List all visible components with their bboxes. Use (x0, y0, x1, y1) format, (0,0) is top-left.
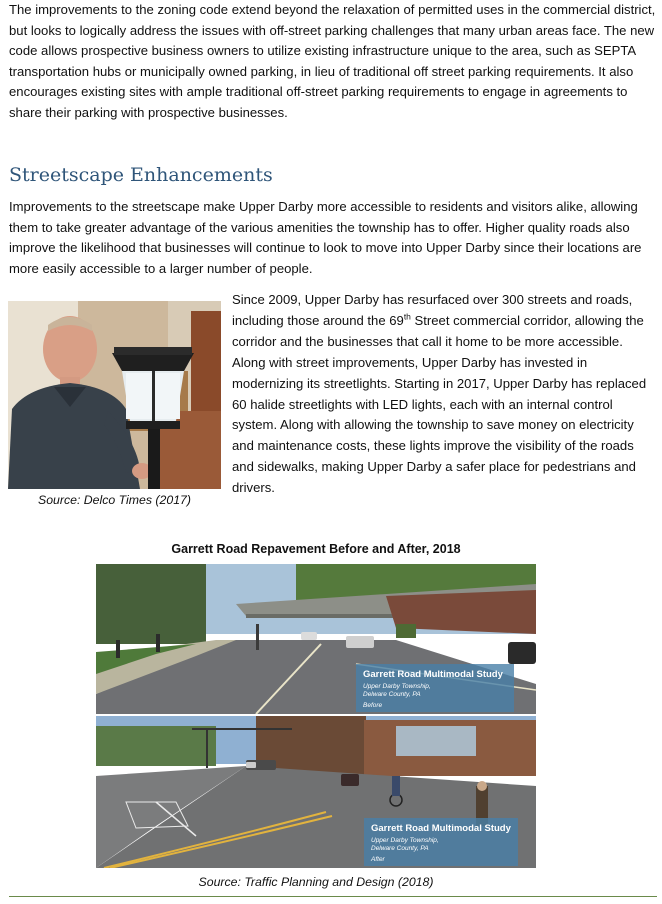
before-overlay-subtitle-1: Upper Darby Township, (363, 683, 431, 690)
before-overlay-title: Garrett Road Multimodal Study (363, 669, 503, 680)
after-road-photo (96, 716, 536, 868)
section-heading: Streetscape Enhancements (9, 164, 273, 186)
streetlight-portrait-photo (8, 301, 221, 489)
before-road-photo (96, 564, 536, 714)
after-overlay-tag: After (371, 856, 385, 863)
streetlight-paragraph (232, 290, 656, 499)
side-text-part-1: Since 2009, Upper Darby has resurfaced over 300 streets and roads, including those around the 69 (232, 292, 633, 328)
after-overlay-subtitle-1: Upper Darby Township, (371, 837, 439, 844)
side-text-part-2: Street commercial corridor, allowing the corridor and the businesses that call it home to be more accessible. Along with street improvements, Upper Darby has invested in modernizing its streetlights. Starting in 2017, Upper Darby has replaced 60 halide streetlights with LED lights, each with an internal control system. Along with allowing the township to save money on electricity and maintenance costs, these lights improve the visibility of the roads and sidewalks, making Upper Darby a safer place for pedestrians and drivers. (232, 312, 647, 496)
portrait-caption: Source: Delco Times (2017) (38, 493, 191, 507)
after-overlay-title: Garrett Road Multimodal Study (371, 823, 511, 834)
before-caption-overlay (356, 664, 514, 712)
before-overlay-tag: Before (363, 702, 383, 709)
after-overlay-subtitle-2: Delware County, PA (371, 845, 429, 852)
after-caption-overlay (364, 818, 518, 866)
figure-caption: Source: Traffic Planning and Design (2018) (198, 875, 434, 889)
ordinal-superscript: th (403, 311, 411, 322)
before-overlay-subtitle-2: Delware County, PA (363, 691, 421, 698)
streetscape-paragraph: Improvements to the streetscape make Upper Darby more accessible to residents and visitors alike, allowing them to take greater advantage of the various amenities the township has to offer. Higher quality roads also improve the likelihood that businesses will continue to look to move into Upper Darby since their locations are more easily accessible to a larger number of people. (9, 199, 642, 276)
bottom-divider (9, 896, 657, 897)
figure-title: Garrett Road Repavement Before and After, 2018 (171, 542, 461, 556)
intro-paragraph: The improvements to the zoning code extend beyond the relaxation of permitted uses in the commercial district, but looks to logically address the issues with off-street parking challenges that many urban areas face. The new code allows prospective business owners to utilize existing infrastructure unique to the area, such as SEPTA transportation hubs or municipally owned parking, in lieu of traditional off street parking requirements. It also encourages existing sites with ample traditional off-street parking requirements to engage in agreements to share their parking with prospective businesses. (9, 2, 656, 120)
